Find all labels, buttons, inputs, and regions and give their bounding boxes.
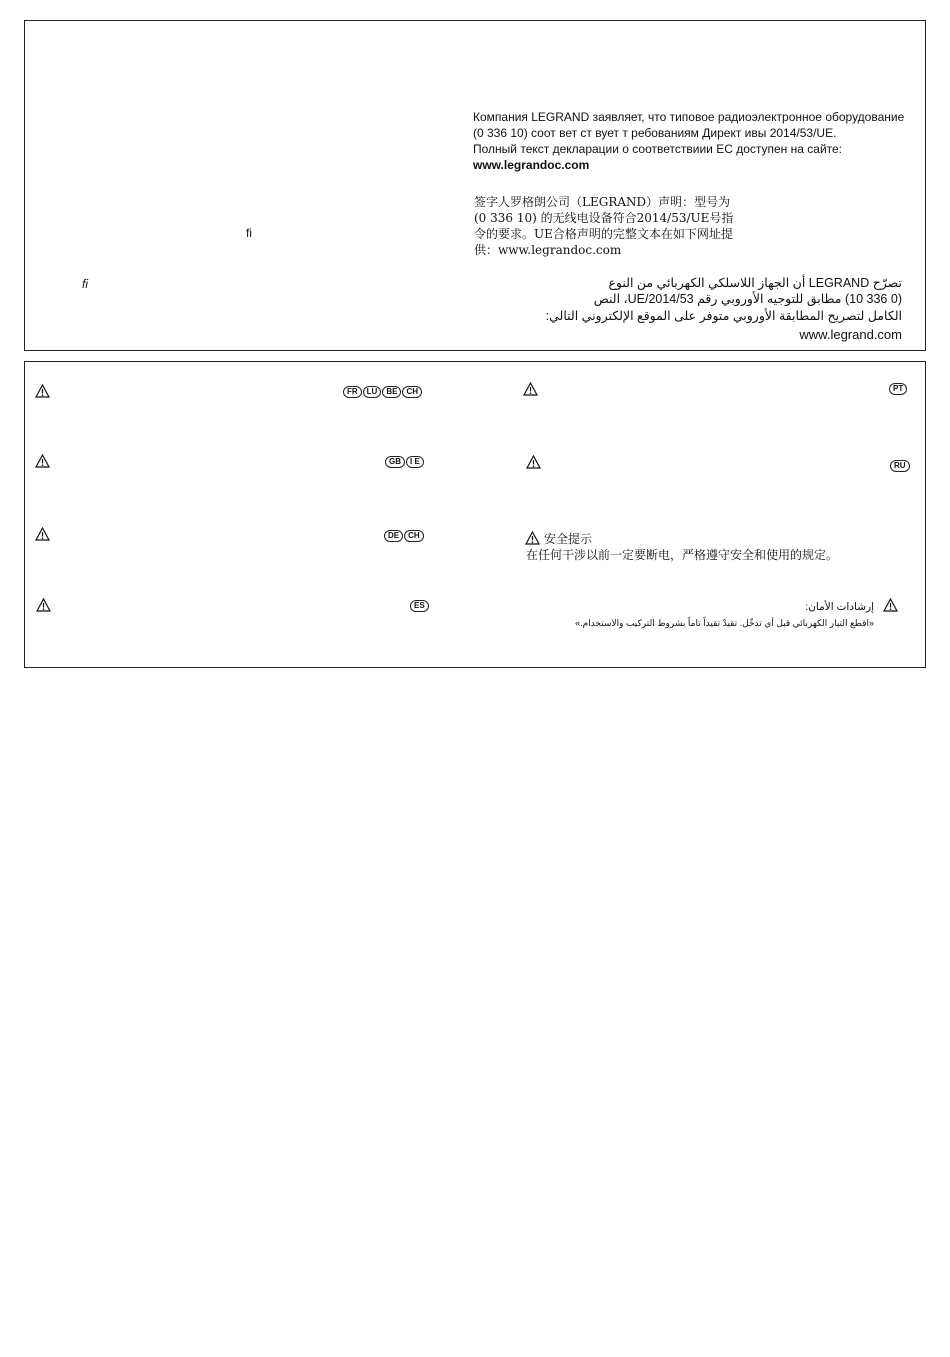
zh-declaration-line-4: 供：www.legrandoc.com	[474, 243, 622, 257]
zh-safety-title: 安全提示	[544, 532, 593, 546]
country-badge: ES	[410, 600, 429, 612]
warning-triangle-icon	[36, 598, 51, 612]
zh-safety-text: 在任何干涉以前一定要断电，严格遵守安全和使用的规定。	[526, 548, 839, 562]
ar-declaration-line-1: تصرّح LEGRAND أن الجهاز اللاسلكي الكهربائي من النوع	[608, 276, 902, 290]
warning-triangle-icon	[526, 455, 541, 469]
zh-declaration-line-1: 签字人罗格朗公司（LEGRAND）声明：型号为	[474, 195, 731, 209]
country-badges-gb	[385, 456, 424, 468]
ar-declaration-url: www.legrand.com	[799, 327, 902, 342]
country-badge: LU	[363, 386, 382, 398]
country-badges-es	[410, 600, 429, 612]
ru-declaration-line-1: Компания LEGRAND заявляет, что типовое радиоэлектронное оборудование	[473, 110, 905, 124]
country-badges-fr	[343, 386, 422, 398]
country-badge: CH	[402, 386, 422, 398]
ar-declaration-line-2: (0 336 10) مطابق للتوجيه الأوروبي رقم 2014/53/UE، النص	[593, 292, 902, 306]
country-badge: DE	[384, 530, 403, 542]
stray-glyph: ﬁ	[82, 277, 88, 291]
country-badge: PT	[889, 383, 907, 395]
warning-triangle-icon	[35, 454, 50, 468]
stray-glyph: ﬁ	[246, 226, 252, 240]
country-badge: GB	[385, 456, 405, 468]
ru-declaration-line-2: (0 336 10) соот вет ст вует т ребованиям Директ ивы 2014/53/UE.	[473, 126, 837, 140]
zh-declaration-line-2: (0 336 10) 的无线电设备符合2014/53/UE号指	[474, 211, 734, 225]
warning-triangle-icon	[525, 531, 540, 545]
country-badge: BE	[382, 386, 401, 398]
ar-safety-text: «اقطع التيار الكهربائي قبل أي تدخّل. تقيدْ تقيداً تاماً بشروط التركيب والاستخدام.»	[575, 618, 874, 628]
ru-declaration-line-3: Полный текст декларации о соответствиии ЕС доступен на сайте:	[473, 142, 843, 156]
country-badges-ru	[890, 460, 910, 472]
country-badge: FR	[343, 386, 362, 398]
country-badges-de	[384, 530, 424, 542]
ru-declaration-url: www.legrandoc.com	[473, 158, 590, 172]
ar-declaration-line-3: الكامل لتصريح المطابقة الأوروبي متوفر على الموقع الإلكتروني التالي:	[545, 309, 902, 323]
warning-triangle-icon	[35, 527, 50, 541]
zh-declaration-line-3: 令的要求。UE合格声明的完整文本在如下网址提	[474, 227, 733, 241]
warning-triangle-icon	[883, 598, 898, 612]
country-badge: CH	[404, 530, 424, 542]
country-badge: RU	[890, 460, 910, 472]
country-badges-pt	[889, 383, 907, 395]
warning-triangle-icon	[35, 384, 50, 398]
ar-safety-title: إرشادات الأمان:	[805, 601, 874, 613]
warning-triangle-icon	[523, 382, 538, 396]
country-badge: I E	[406, 456, 424, 468]
